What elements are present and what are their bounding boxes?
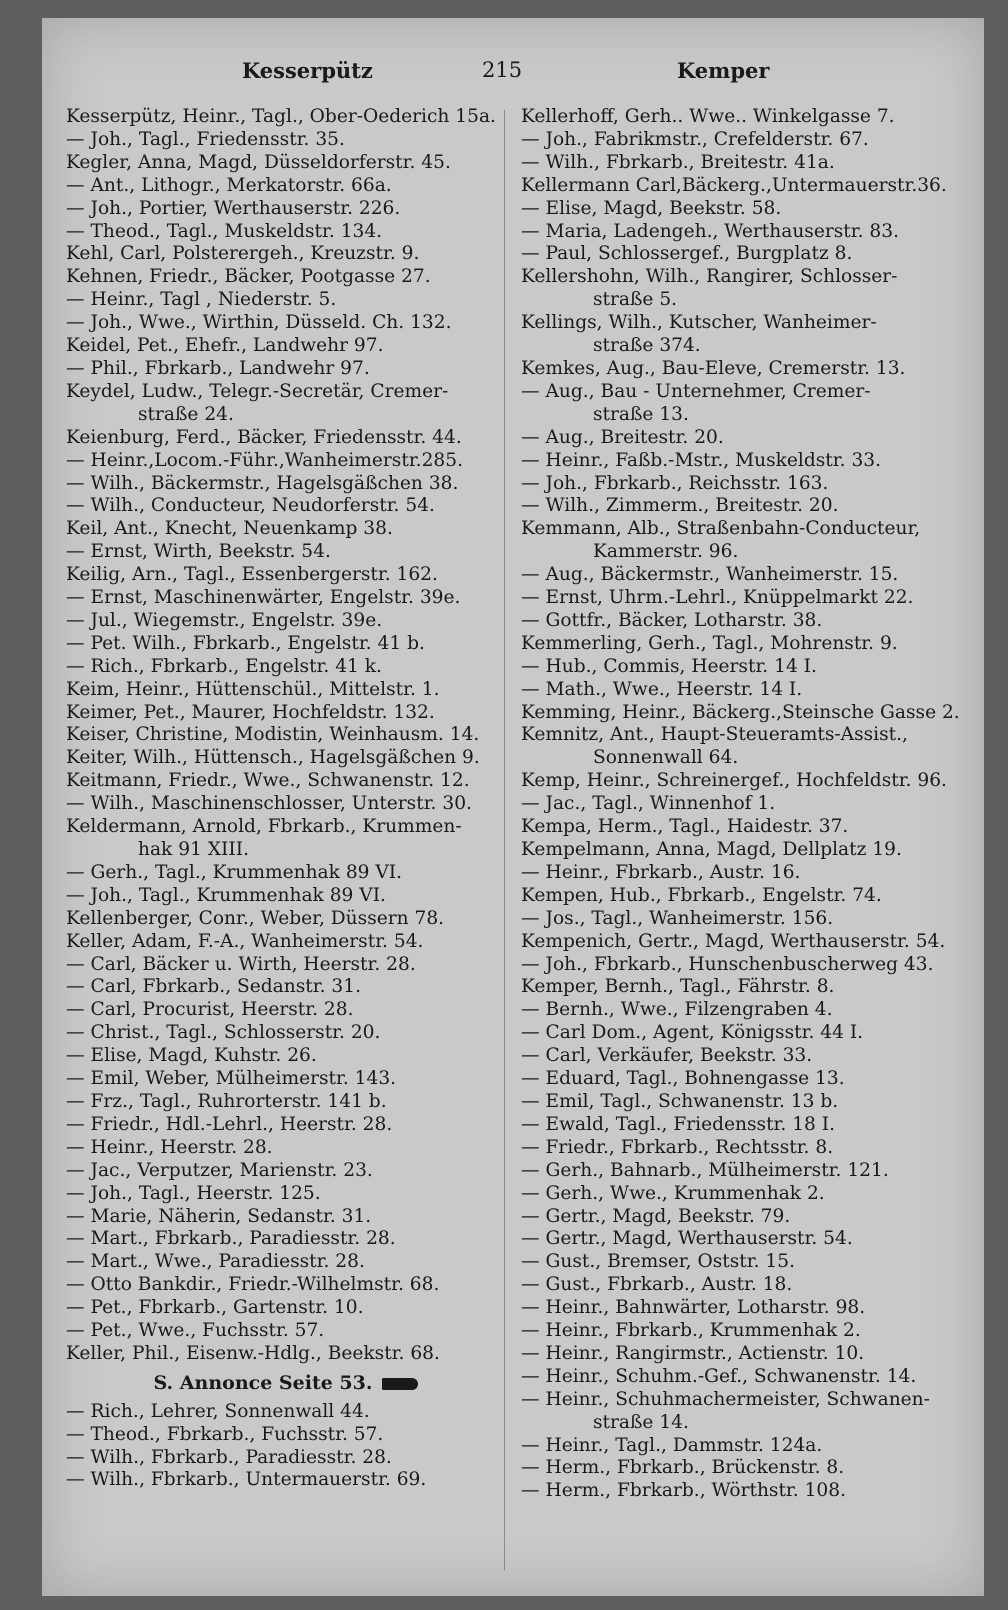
directory-entry: Kemp, Heinr., Schreinergef., Hochfeldstr. 96. [521,770,947,792]
directory-entry: — Gertr., Magd, Beekstr. 79. [521,1205,791,1227]
directory-entry: — Aug., Breitestr. 20. [521,426,724,448]
directory-entry: — Ewald, Tagl., Friedensstr. 18 I. [521,1113,836,1135]
directory-entry: — Ernst, Maschinenwärter, Engelstr. 39e. [66,587,461,609]
directory-entry: — Theod., Fbrkarb., Fuchsstr. 57. [66,1423,384,1445]
directory-entry: — Joh., Tagl., Krummenhak 89 VI. [66,884,386,906]
header-left-keyword: Kesserpütz [242,58,373,83]
directory-entry: — Joh., Fbrkarb., Hunschenbuscherweg 43. [521,953,934,975]
directory-entry: Kesserpütz, Heinr., Tagl., Ober-Oederich 15a. [66,106,496,127]
directory-entry: — Emil, Weber, Mülheimerstr. 143. [66,1068,397,1090]
entry-continuation: hak 91 XIII. [138,839,249,860]
annonce-text: S. Annonce Seite 53. [153,1371,373,1394]
directory-entry: Kemming, Heinr., Bäckerg.,Steinsche Gasse 2. [521,701,960,723]
directory-entry: — Bernh., Wwe., Filzengraben 4. [521,999,833,1021]
directory-entry: Keller, Phil., Eisenw.-Hdlg., Beekstr. 68. [66,1342,440,1364]
directory-entry: — Otto Bankdir., Friedr.-Wilhelmstr. 68. [66,1274,440,1296]
directory-entry: — Gertr., Magd, Werthauserstr. 54. [521,1228,853,1250]
pointing-hand-icon [382,1378,418,1390]
directory-entry: — Math., Wwe., Heerstr. 14 I. [521,678,803,700]
directory-entry: — Joh., Fbrkarb., Reichsstr. 163. [521,472,829,494]
directory-entry: Keiser, Christine, Modistin, Weinhausm. 14. [66,724,480,746]
entry-continuation: straße 374. [593,335,701,357]
directory-entry: — Heinr., Fbrkarb., Krummenhak 2. [521,1320,861,1342]
directory-entry: Kehl, Carl, Polsterergeh., Kreuzstr. 9. [66,243,420,265]
directory-entry: Kellings, Wilh., Kutscher, Wanheimer- [521,312,877,334]
directory-entry: — Heinr., Schuhmachermeister, Schwanen- [521,1388,930,1410]
directory-entry: — Joh., Fabrikmstr., Crefelderstr. 67. [521,128,869,150]
directory-entry: — Wilh., Fbrkarb., Breitestr. 41a. [521,151,835,173]
directory-entry: — Phil., Fbrkarb., Landwehr 97. [66,357,370,379]
directory-entry: — Herm., Fbrkarb., Wörthstr. 108. [521,1480,846,1502]
directory-entry: — Gust., Fbrkarb., Austr. 18. [521,1274,793,1296]
directory-entry: — Heinr., Tagl , Niederstr. 5. [66,289,337,311]
directory-entry: — Gottfr., Bäcker, Lotharstr. 38. [521,609,823,631]
left-column [66,106,506,1492]
directory-entry: — Aug., Bäckermstr., Wanheimerstr. 15. [521,564,899,586]
directory-entry: — Carl, Procurist, Heerstr. 28. [66,999,354,1021]
directory-entry: — Heinr., Heerstr. 28. [66,1136,273,1158]
directory-entry: Kemkes, Aug., Bau-Eleve, Cremerstr. 13. [521,357,906,379]
right-column [521,106,961,1503]
directory-entry: — Ant., Lithogr., Merkatorstr. 66a. [66,174,392,196]
directory-entry: Keil, Ant., Knecht, Neuenkamp 38. [66,518,393,540]
directory-entry: — Joh., Tagl., Friedensstr. 35. [66,128,345,150]
directory-entry: — Gerh., Wwe., Krummenhak 2. [521,1182,825,1204]
directory-entry: — Rich., Fbrkarb., Engelstr. 41 k. [66,655,382,677]
directory-entry: Kellenberger, Conr., Weber, Düssern 78. [66,907,445,929]
directory-entry: — Ernst, Uhrm.-Lehrl., Knüppelmarkt 22. [521,587,914,609]
directory-entry: — Joh., Wwe., Wirthin, Düsseld. Ch. 132. [66,312,452,334]
directory-entry: Keiter, Wilh., Hüttensch., Hagelsgäßchen 9. [66,747,480,769]
directory-entry: — Elise, Magd, Kuhstr. 26. [66,1045,317,1067]
directory-entry: — Pet., Wwe., Fuchsstr. 57. [66,1320,325,1342]
directory-entry: Kellershohn, Wilh., Rangirer, Schlosser- [521,266,898,288]
annonce-notice [66,1366,506,1401]
directory-entry: — Heinr., Schuhm.-Gef., Schwanenstr. 14. [521,1365,917,1387]
directory-entry: Kempelmann, Anna, Magd, Dellplatz 19. [521,839,902,860]
directory-entry: — Gerh., Bahnarb., Mülheimerstr. 121. [521,1159,889,1181]
directory-entry: — Friedr., Hdl.-Lehrl., Heerstr. 28. [66,1113,393,1135]
directory-entry: — Hub., Commis, Heerstr. 14 I. [521,655,817,677]
directory-entry: Kellerhoff, Gerh.. Wwe.. Winkelgasse 7. [521,106,895,127]
directory-entry: Keydel, Ludw., Telegr.-Secretär, Cremer- [66,380,449,402]
directory-entry: — Herm., Fbrkarb., Brückenstr. 8. [521,1457,845,1479]
directory-entry: — Jul., Wiegemstr., Engelstr. 39e. [66,609,383,631]
header-right-keyword: Kemper [677,58,770,83]
directory-entry: — Rich., Lehrer, Sonnenwall 44. [66,1400,370,1422]
directory-entry: — Aug., Bau - Unternehmer, Cremer- [521,380,871,402]
directory-entry: — Joh., Tagl., Heerstr. 125. [66,1182,321,1204]
directory-entry: — Jac., Tagl., Winnenhof 1. [521,793,776,815]
directory-entry: — Carl Dom., Agent, Königsstr. 44 I. [521,1022,864,1044]
directory-entry: — Mart., Fbrkarb., Paradiesstr. 28. [66,1228,396,1250]
directory-entry: — Maria, Ladengeh., Werthauserstr. 83. [521,220,899,242]
directory-entry: — Heinr.,Locom.-Führ.,Wanheimerstr.285. [66,449,463,471]
directory-entry: Kemmann, Alb., Straßenbahn-Conducteur, [521,518,921,540]
directory-entry: — Marie, Näherin, Sedanstr. 31. [66,1205,372,1227]
directory-entry: — Wilh., Zimmerm., Breitestr. 20. [521,495,839,517]
directory-entry: — Mart., Wwe., Paradiesstr. 28. [66,1251,365,1273]
directory-entry: — Wilh., Maschinenschlosser, Unterstr. 30. [66,793,472,815]
directory-entry: — Friedr., Fbrkarb., Rechtsstr. 8. [521,1136,834,1158]
page-number: 215 [482,58,523,82]
directory-entry: Keidel, Pet., Ehefr., Landwehr 97. [66,335,384,357]
directory-entry: Keienburg, Ferd., Bäcker, Friedensstr. 44. [66,426,462,448]
directory-entry: — Christ., Tagl., Schlosserstr. 20. [66,1022,381,1044]
directory-entry: Kempen, Hub., Fbrkarb., Engelstr. 74. [521,884,882,906]
directory-entry: — Ernst, Wirth, Beekstr. 54. [66,541,331,563]
directory-entry: Keldermann, Arnold, Fbrkarb., Krummen- [66,816,462,838]
directory-entry: Keim, Heinr., Hüttenschül., Mittelstr. 1. [66,678,440,700]
entry-continuation: Sonnenwall 64. [593,747,739,769]
directory-entry: — Wilh., Conducteur, Neudorferstr. 54. [66,495,435,517]
entry-continuation: Kammerstr. 96. [593,541,739,563]
directory-entry: — Heinr., Tagl., Dammstr. 124a. [521,1434,823,1456]
entry-continuation: straße 5. [593,289,678,311]
directory-entry: — Carl, Verkäufer, Beekstr. 33. [521,1045,813,1067]
directory-entry: — Heinr., Faßb.-Mstr., Muskeldstr. 33. [521,449,882,471]
directory-entry: Kemnitz, Ant., Haupt-Steueramts-Assist., [521,724,908,746]
page-header [42,58,984,98]
directory-entry: — Pet. Wilh., Fbrkarb., Engelstr. 41 b. [66,632,425,654]
column-divider [504,110,505,1570]
entry-continuation: straße 14. [593,1411,689,1433]
directory-entry: Kemper, Bernh., Tagl., Fährstr. 8. [521,976,835,998]
directory-entry: — Wilh., Fbrkarb., Untermauerstr. 69. [66,1469,427,1491]
directory-entry: — Wilh., Fbrkarb., Paradiesstr. 28. [66,1446,392,1468]
directory-entry: Keller, Adam, F.-A., Wanheimerstr. 54. [66,930,424,952]
directory-entry: — Joh., Portier, Werthauserstr. 226. [66,197,401,219]
directory-entry: — Pet., Fbrkarb., Gartenstr. 10. [66,1297,364,1319]
directory-entry: Kempenich, Gertr., Magd, Werthauserstr. 54. [521,930,946,952]
directory-entry: — Paul, Schlossergef., Burgplatz 8. [521,243,853,265]
directory-entry: — Jos., Tagl., Wanheimerstr. 156. [521,907,834,929]
directory-entry: Kempa, Herm., Tagl., Haidestr. 37. [521,816,849,838]
entry-continuation: straße 24. [138,403,234,425]
directory-entry: — Gust., Bremser, Oststr. 15. [521,1251,795,1273]
directory-entry: Keimer, Pet., Maurer, Hochfeldstr. 132. [66,701,435,723]
directory-entry: Keitmann, Friedr., Wwe., Schwanenstr. 12. [66,770,470,792]
directory-entry: — Heinr., Fbrkarb., Austr. 16. [521,861,801,883]
directory-entry: — Theod., Tagl., Muskeldstr. 134. [66,220,383,242]
directory-entry: — Gerh., Tagl., Krummenhak 89 VI. [66,861,403,883]
directory-entry: — Eduard, Tagl., Bohnengasse 13. [521,1068,845,1090]
directory-entry: — Carl, Fbrkarb., Sedanstr. 31. [66,976,361,998]
directory-entry: — Carl, Bäcker u. Wirth, Heerstr. 28. [66,953,416,975]
directory-entry: Keilig, Arn., Tagl., Essenbergerstr. 162. [66,564,438,586]
directory-entry: — Elise, Magd, Beekstr. 58. [521,197,782,219]
directory-entry: — Heinr., Bahnwärter, Lotharstr. 98. [521,1297,866,1319]
directory-entry: Kegler, Anna, Magd, Düsseldorferstr. 45. [66,151,451,173]
directory-entry: — Emil, Tagl., Schwanenstr. 13 b. [521,1090,839,1112]
directory-entry: — Wilh., Bäckermstr., Hagelsgäßchen 38. [66,472,459,494]
directory-entry: Kellermann Carl,Bäckerg.,Untermauerstr.36. [521,174,947,196]
directory-entry: Kemmerling, Gerh., Tagl., Mohrenstr. 9. [521,632,898,654]
entry-continuation: straße 13. [593,403,689,425]
directory-page [42,18,984,1596]
directory-entry: — Heinr., Rangirmstr., Actienstr. 10. [521,1342,865,1364]
directory-entry: Kehnen, Friedr., Bäcker, Pootgasse 27. [66,266,431,288]
directory-entry: — Frz., Tagl., Ruhrorterstr. 141 b. [66,1090,387,1112]
directory-entry: — Jac., Verputzer, Marienstr. 23. [66,1159,373,1181]
